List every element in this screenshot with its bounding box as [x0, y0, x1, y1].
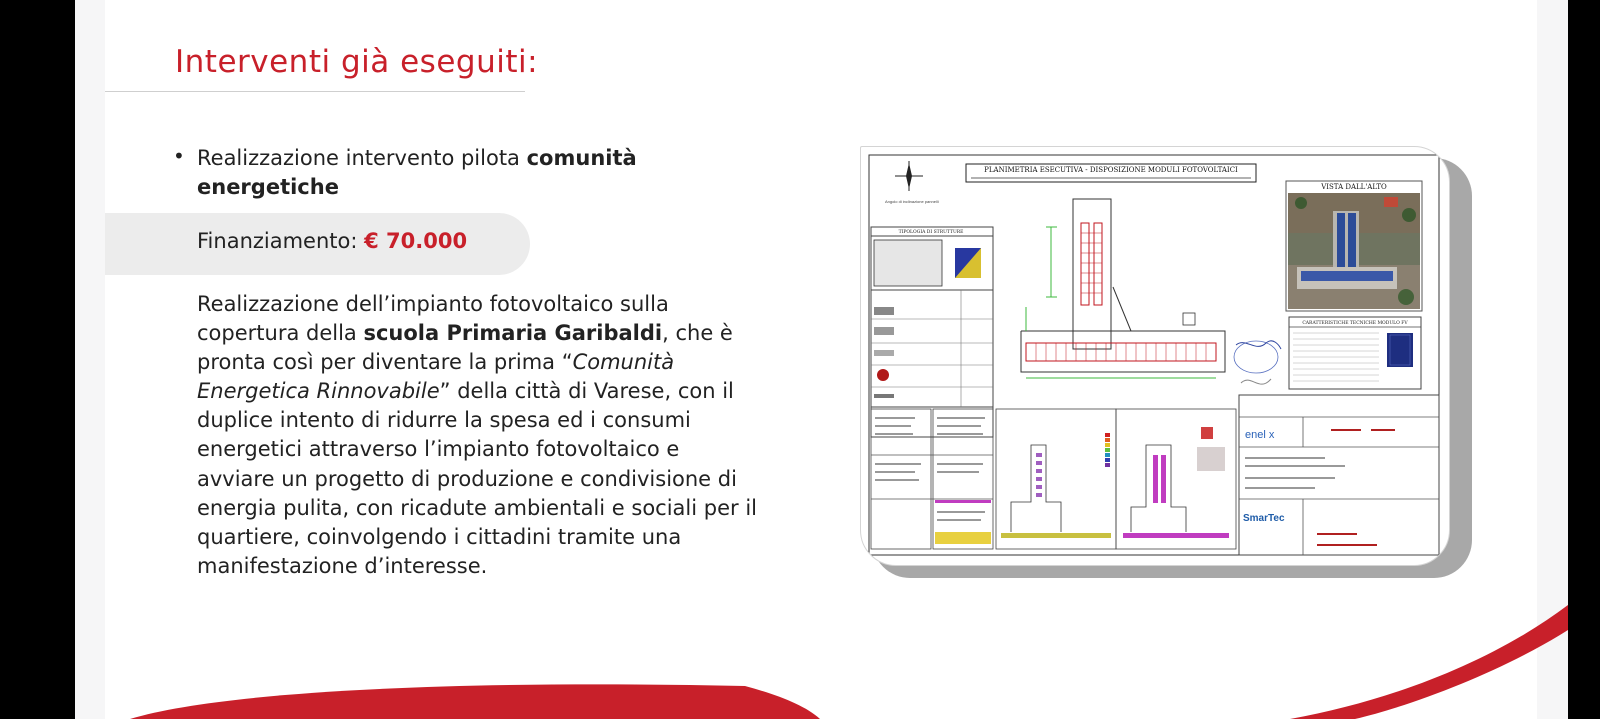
presentation-slide — [75, 0, 1568, 719]
funding-label: Finanziamento: — [197, 229, 365, 253]
slide-title: Interventi già eseguiti: — [175, 44, 539, 80]
specs-table-title: CARATTERISTICHE TECNICHE MODULO FV — [1302, 321, 1408, 326]
pv-layout-drawing — [861, 147, 1449, 565]
technical-drawing-image — [872, 158, 1472, 578]
smartec-logo: SmarTec — [1243, 513, 1285, 524]
desc-community-name: Comunità Energetica Rinnovabile — [197, 350, 675, 404]
structures-table-title: TIPOLOGIA DI STRUTTURE — [898, 230, 964, 235]
desc-part-3: ” della città di Varese, con il duplice intento di ridurre la spesa ed i consumi energetici attraverso l’impianto fotovoltaico e avviare un progetto di produzione e condivisione di energia pulita, con ricadute ambientali e sociali per il quartiere, coinvolgendo i cittadini tramite una manifestazione d’interesse. — [197, 379, 757, 578]
drawing-sheet — [860, 146, 1450, 566]
bullet-text: Realizzazione intervento pilota — [197, 146, 527, 170]
screen-edge-left — [0, 0, 75, 719]
enel-x-logo: enel x — [1245, 429, 1275, 441]
desc-part-2: , che è pronta così per diventare la prima “ — [197, 321, 733, 375]
svg-text:Angolo di inclinazione pannell: Angolo di inclinazione pannelli — [885, 199, 939, 204]
screen-edge-right — [1568, 0, 1600, 719]
title-underline — [105, 91, 525, 92]
funding-amount: € 70.000 — [364, 229, 468, 253]
aerial-view-title: VISTA DALL'ALTO — [1321, 183, 1387, 191]
description-paragraph — [197, 290, 757, 581]
drawing-title: PLANIMETRIA ESECUTIVA - DISPOSIZIONE MODULI FOTOVOLTAICI — [984, 166, 1238, 174]
bullet-item — [197, 144, 737, 202]
compass-icon — [895, 161, 923, 191]
desc-part-1: Realizzazione dell’impianto fotovoltaico sulla copertura della — [197, 292, 669, 346]
desc-school-name: scuola Primaria Garibaldi — [363, 321, 663, 346]
bullet-bold-text: comunità energetiche — [197, 146, 637, 199]
bullet-dot: • — [173, 144, 185, 168]
funding-line — [197, 229, 467, 253]
